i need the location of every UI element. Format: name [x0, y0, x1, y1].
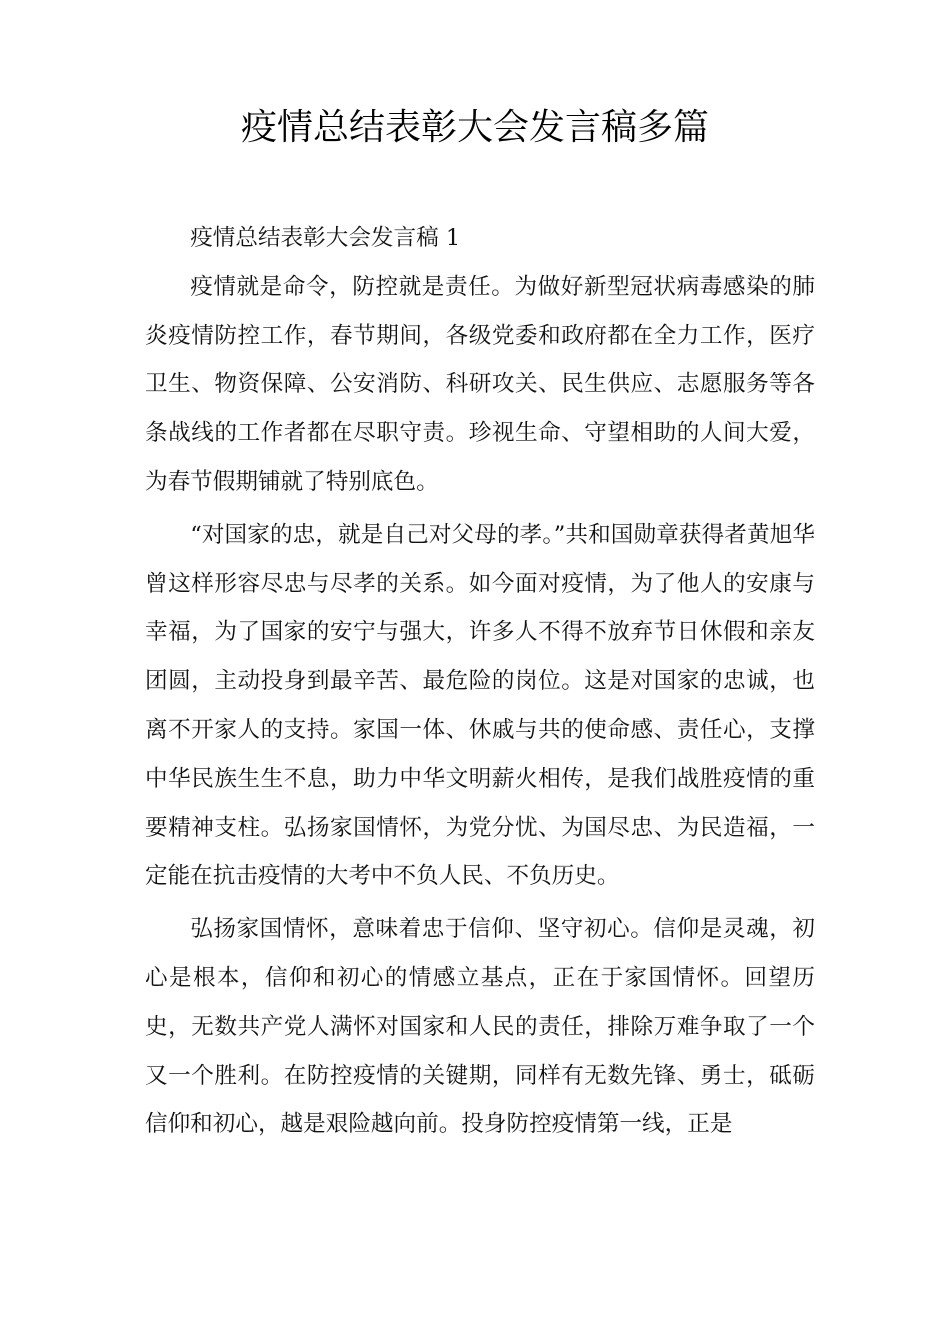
- paragraph: “对国家的忠，就是自己对父母的孝。”共和国勋章获得者黄旭华曾这样形容尽忠与尽孝的关系。如今面对疫情，为了他人的安康与幸福，为了国家的安宁与强大，许多人不得不放弃节日休假和亲友团圆，主动投身到最辛苦、最危险的岗位。这是对国家的忠诚，也离不开家人的支持。家国一体、休戚与共的使命感、责任心，支撑中华民族生生不息，助力中华文明薪火相传，是我们战胜疫情的重要精神支柱。弘扬家国情怀，为党分忧、为国尽忠、为民造福，一定能在抗击疫情的大考中不负人民、不负历史。: [145, 521, 815, 890]
- paragraph: 疫情就是命令，防控就是责任。为做好新型冠状病毒感染的肺炎疫情防控工作，春节期间，各级党委和政府都在全力工作，医疗卫生、物资保障、公安消防、科研攻关、民生供应、志愿服务等各条战线的工作者都在尽职守责。珍视生命、守望相助的人间大爱，为春节假期铺就了特别底色。: [145, 273, 815, 495]
- paragraph: 弘扬家国情怀，意味着忠于信仰、坚守初心。信仰是灵魂，初心是根本，信仰和初心的情感立基点，正在于家国情怀。回望历史，无数共产党人满怀对国家和人民的责任，排除万难争取了一个又一个胜利。在防控疫情的关键期，同样有无数先锋、勇士，砥砺信仰和初心，越是艰险越向前。投身防控疫情第一线，正是: [145, 916, 815, 1138]
- document-title: 疫情总结表彰大会发言稿多篇: [240, 107, 709, 148]
- section-heading: 疫情总结表彰大会发言稿 1: [190, 225, 461, 251]
- document-body: [145, 214, 815, 1153]
